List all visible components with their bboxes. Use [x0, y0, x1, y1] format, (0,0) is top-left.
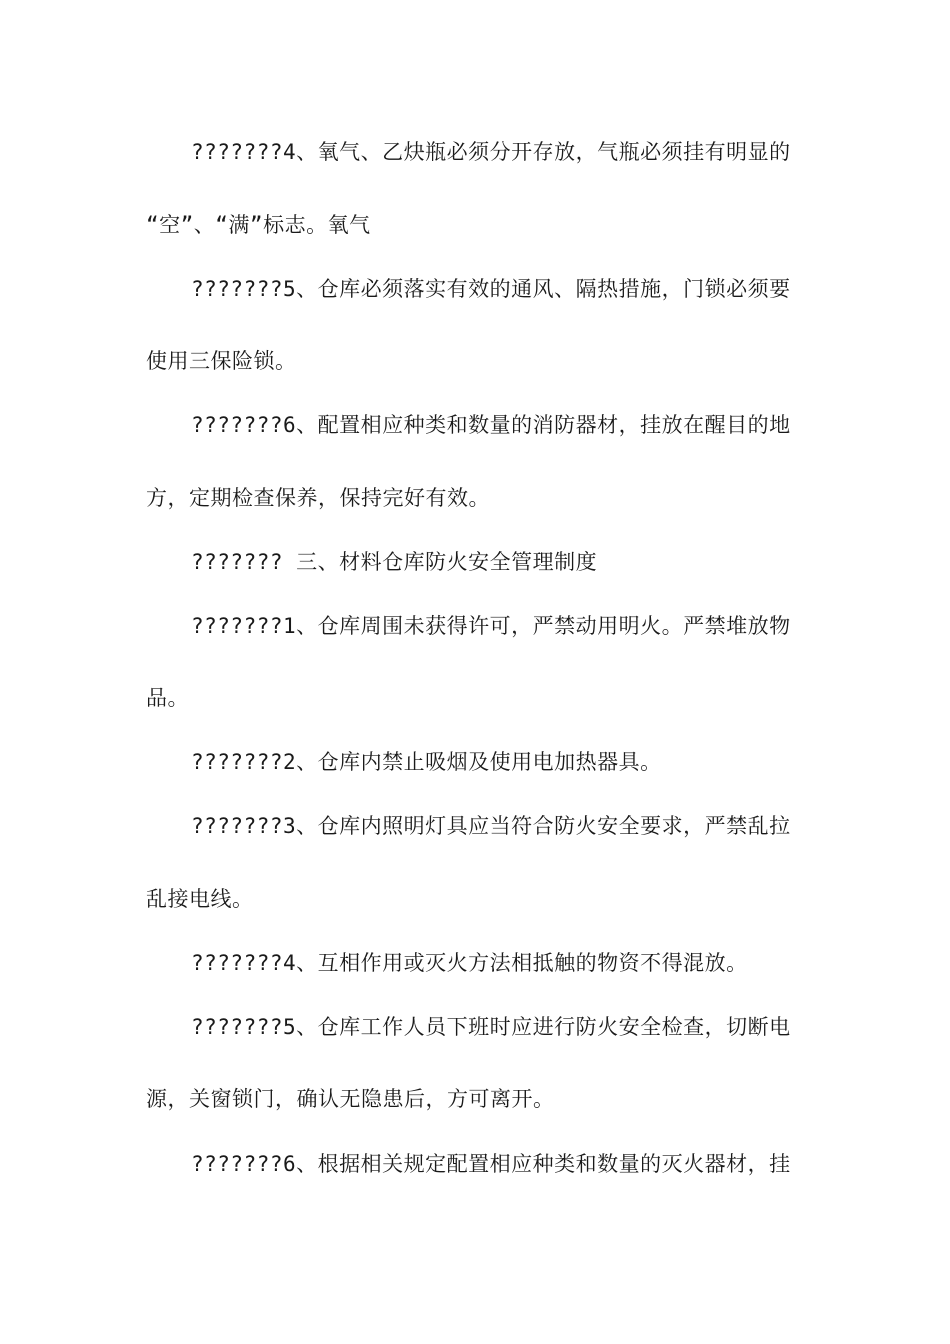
paragraph-line-14: ???????5、仓库工作人员下班时应进行防火安全检查，切断电 — [191, 1015, 791, 1039]
paragraph-line-16: ???????6、根据相关规定配置相应种类和数量的灭火器材，挂 — [191, 1152, 791, 1176]
paragraph-line-11: ???????3、仓库内照明灯具应当符合防火安全要求，严禁乱拉 — [191, 814, 791, 838]
paragraph-line-9: 品。 — [146, 686, 189, 710]
paragraph-line-15: 源，关窗锁门，确认无隐患后，方可离开。 — [146, 1087, 555, 1111]
paragraph-line-12: 乱接电线。 — [146, 887, 254, 911]
paragraph-line-3: ???????5、仓库必须落实有效的通风、隔热措施，门锁必须要 — [191, 277, 791, 301]
paragraph-line-5: ???????6、配置相应种类和数量的消防器材，挂放在醒目的地 — [191, 413, 791, 437]
paragraph-line-8: ???????1、仓库周围未获得许可，严禁动用明火。严禁堆放物 — [191, 614, 791, 638]
paragraph-line-1: ???????4、氧气、乙炔瓶必须分开存放，气瓶必须挂有明显的 — [191, 140, 791, 164]
section-heading: ??????? 三、材料仓库防火安全管理制度 — [191, 550, 598, 574]
paragraph-line-13: ???????4、互相作用或灭火方法相抵触的物资不得混放。 — [191, 951, 748, 975]
paragraph-line-6: 方，定期检查保养，保持完好有效。 — [146, 486, 490, 510]
paragraph-line-10: ???????2、仓库内禁止吸烟及使用电加热器具。 — [191, 750, 662, 774]
paragraph-line-2: “空”、“满”标志。氧气 — [146, 213, 371, 237]
paragraph-line-4: 使用三保险锁。 — [146, 349, 297, 373]
